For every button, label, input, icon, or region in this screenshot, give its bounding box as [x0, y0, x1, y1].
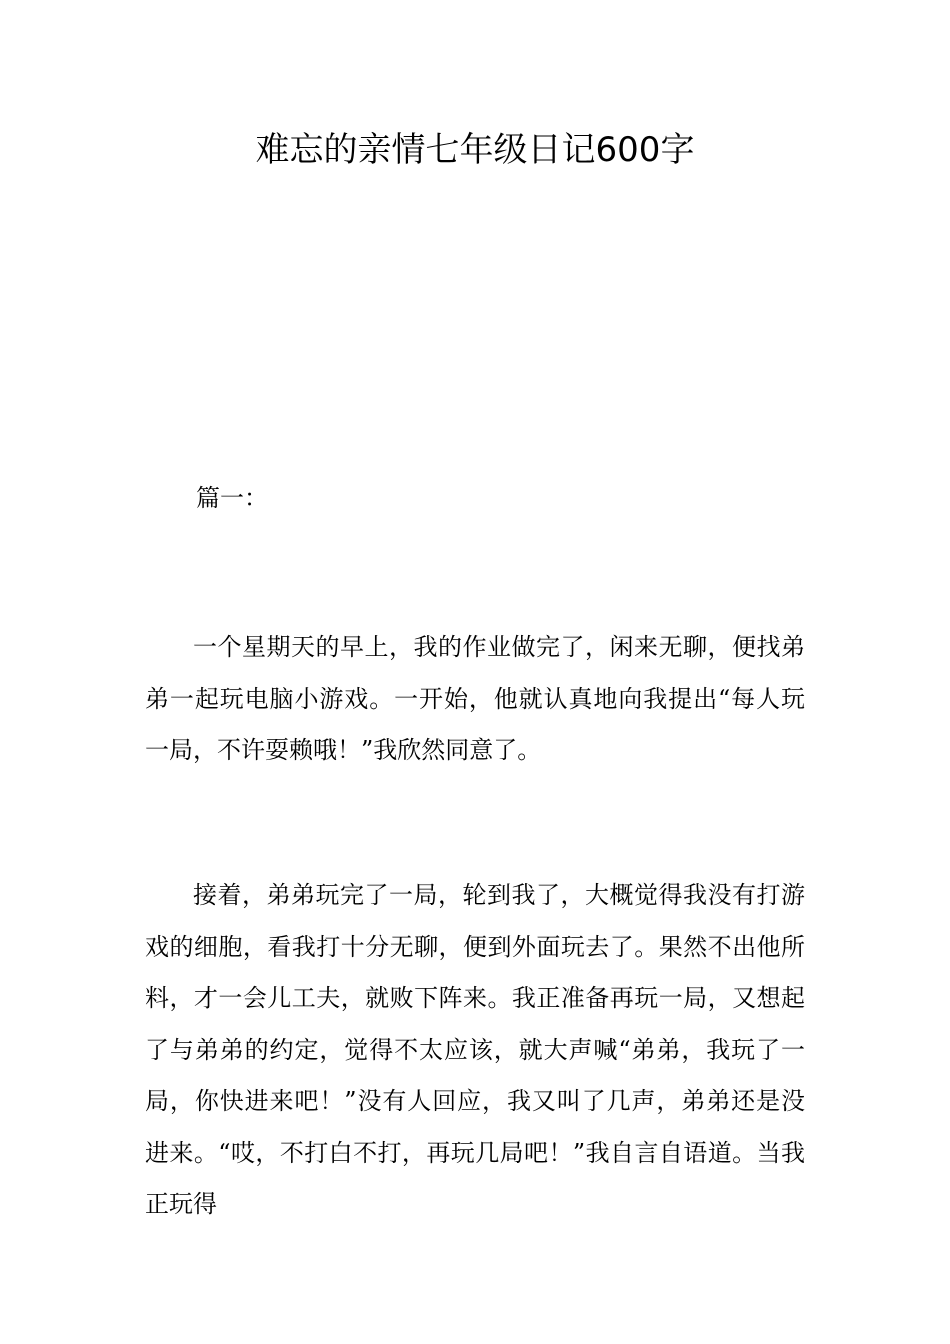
document-title: 难忘的亲情七年级日记600字	[255, 130, 695, 170]
paragraph-1: 一个星期天的早上，我的作业做完了，闲来无聊，便找弟弟一起玩电脑小游戏。一开始，他就认真地向我提出“每人玩一局，不许耍赖哦！”我欣然同意了。	[145, 633, 805, 764]
section-label: 篇一：	[196, 484, 268, 512]
paragraph-2: 接着，弟弟玩完了一局，轮到我了，大概觉得我没有打游戏的细胞，看我打十分无聊，便到外面玩去了。果然不出他所料，才一会儿工夫，就败下阵来。我正准备再玩一局，又想起了与弟弟的约定，觉得不太应该，就大声喊“弟弟，我玩了一局，你快进来吧！”没有人回应，我又叫了几声，弟弟还是没进来。“哎，不打白不打，再玩几局吧！”我自言自语道。当我正玩得	[145, 881, 805, 1218]
